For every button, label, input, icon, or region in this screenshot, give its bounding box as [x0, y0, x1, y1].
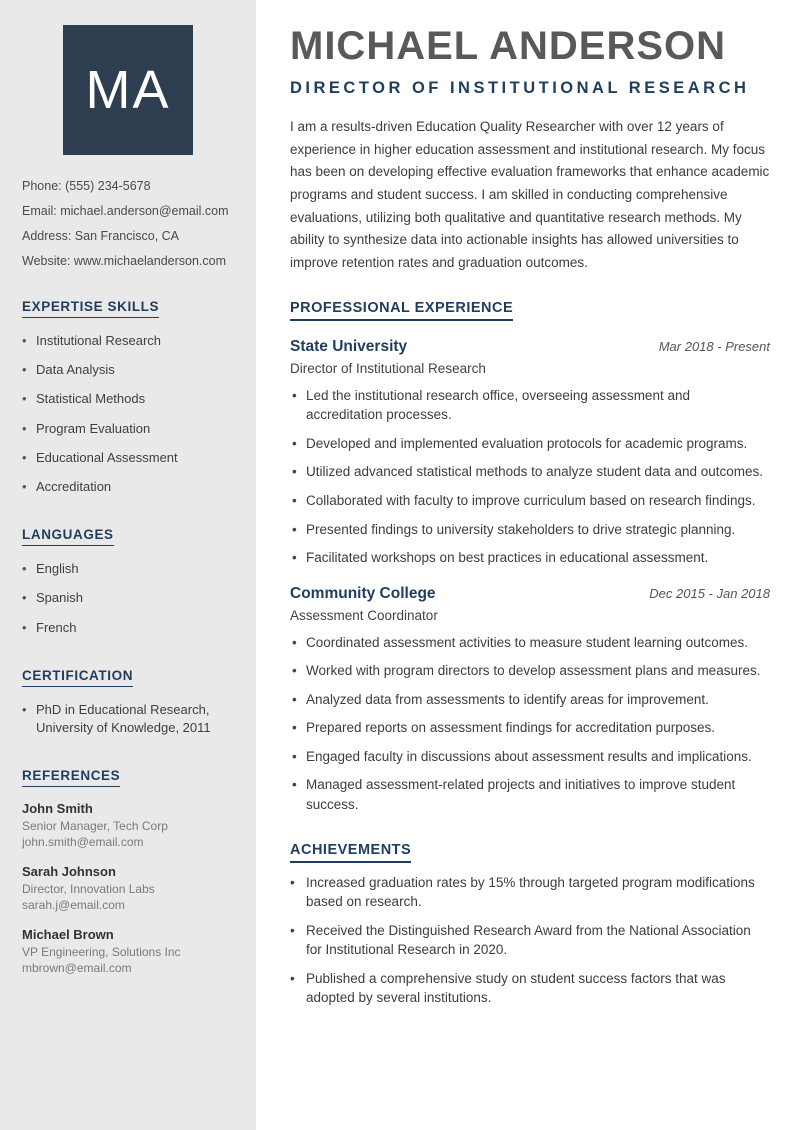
job-bullet-list: [290, 386, 770, 568]
person-title: DIRECTOR OF INSTITUTIONAL RESEARCH: [290, 79, 750, 97]
contact-block: [22, 179, 234, 268]
job-bullet: • Managed assessment-related projects and initiatives to improve student success.: [290, 775, 770, 814]
experience-section: [290, 299, 770, 815]
job-bullet: • Utilized advanced statistical methods to analyze student data and outcomes.: [290, 462, 770, 482]
avatar: [63, 25, 193, 155]
job-bullet-list: [290, 633, 770, 815]
summary-paragraph: I am a results-driven Education Quality Researcher with over 12 years of experience in higher education assessment and institutional research. My focus has been on developing effective evaluation frameworks that enhance academic programs and student success. I am skilled in conducting comprehensive evaluations, utilizing both qualitative and quantitative research methods. My ability to synthesize data into actionable insights has allowed universities to improve retention rates and graduation outcomes.: [290, 119, 770, 271]
contact-address: Address: San Francisco, CA: [22, 229, 180, 243]
company-name: Community College: [290, 584, 436, 602]
skill-item: • Program Evaluation: [22, 420, 234, 438]
experience-heading: PROFESSIONAL EXPERIENCE: [290, 300, 513, 321]
job-role: Director of Institutional Research: [290, 360, 486, 376]
job-bullet: • Worked with program directors to develop assessment plans and measures.: [290, 661, 770, 681]
language-item: • English: [22, 560, 234, 578]
reference-email: sarah.j@email.com: [22, 898, 125, 913]
skill-item: • Accreditation: [22, 478, 234, 496]
skill-item: • Statistical Methods: [22, 390, 234, 408]
skill-item: • Educational Assessment: [22, 449, 234, 467]
job-header: [290, 338, 770, 356]
skill-item: • Institutional Research: [22, 332, 234, 350]
job-bullet: • Analyzed data from assessments to identify areas for improvement.: [290, 690, 770, 710]
job-bullet: • Collaborated with faculty to improve curriculum based on research findings.: [290, 491, 770, 511]
languages-section: [22, 526, 234, 637]
skills-list: [22, 332, 234, 496]
sidebar: [0, 0, 256, 1130]
job-bullet: • Engaged faculty in discussions about assessment results and implications.: [290, 747, 770, 767]
company-name: State University: [290, 337, 408, 355]
job-header: [290, 585, 770, 603]
avatar-initials: MA: [85, 60, 171, 120]
reference-entry: [22, 927, 234, 975]
main-content: [256, 0, 800, 1130]
job-bullet: • Presented findings to university stakeholders to drive strategic planning.: [290, 520, 770, 540]
achievement-item: • Published a comprehensive study on student success factors that was adopted by several institutions.: [290, 969, 770, 1008]
skills-section: [22, 298, 234, 496]
job-role: Assessment Coordinator: [290, 607, 438, 623]
references-heading: REFERENCES: [22, 768, 120, 787]
reference-name: Sarah Johnson: [22, 864, 116, 880]
job-bullet: • Prepared reports on assessment findings for accreditation purposes.: [290, 718, 770, 738]
job-entry: [290, 585, 770, 815]
contact-website: Website: www.michaelanderson.com: [22, 254, 227, 268]
job-bullet: • Developed and implemented evaluation protocols for academic programs.: [290, 434, 770, 454]
achievement-item: • Received the Distinguished Research Award from the National Association for Institutional Research in 2020.: [290, 921, 770, 960]
languages-list: [22, 560, 234, 637]
languages-heading: LANGUAGES: [22, 527, 114, 546]
job-bullet: • Facilitated workshops on best practices in educational assessment.: [290, 548, 770, 568]
job-dates: Dec 2015 - Jan 2018: [649, 585, 770, 601]
achievements-section: [290, 841, 770, 1008]
achievements-heading: ACHIEVEMENTS: [290, 842, 411, 863]
job-dates: Mar 2018 - Present: [658, 338, 770, 354]
reference-name: Michael Brown: [22, 927, 114, 943]
reference-entry: [22, 864, 234, 912]
job-bullet: • Led the institutional research office, overseeing assessment and accreditation processes.: [290, 386, 770, 425]
certification-heading: CERTIFICATION: [22, 668, 133, 687]
certification-section: [22, 667, 234, 737]
skills-heading: EXPERTISE SKILLS: [22, 299, 159, 318]
reference-role: VP Engineering, Solutions Inc: [22, 945, 181, 960]
language-item: • French: [22, 619, 234, 637]
reference-role: Senior Manager, Tech Corp: [22, 819, 168, 834]
references-section: [22, 767, 234, 975]
reference-email: mbrown@email.com: [22, 961, 132, 976]
certification-item: • PhD in Educational Research, University of Knowledge, 2011: [22, 701, 234, 737]
job-bullet: • Coordinated assessment activities to measure student learning outcomes.: [290, 633, 770, 653]
job-entry: [290, 338, 770, 568]
contact-phone: Phone: (555) 234-5678: [22, 179, 151, 193]
reference-entry: [22, 801, 234, 849]
achievements-list: [290, 873, 770, 1008]
person-name: MICHAEL ANDERSON: [290, 24, 727, 68]
certification-list: [22, 701, 234, 737]
reference-email: john.smith@email.com: [22, 835, 144, 850]
reference-name: John Smith: [22, 801, 93, 817]
contact-email: Email: michael.anderson@email.com: [22, 204, 229, 218]
achievement-item: • Increased graduation rates by 15% through targeted program modifications based on research.: [290, 873, 770, 912]
skill-item: • Data Analysis: [22, 361, 234, 379]
language-item: • Spanish: [22, 589, 234, 607]
reference-role: Director, Innovation Labs: [22, 882, 155, 897]
